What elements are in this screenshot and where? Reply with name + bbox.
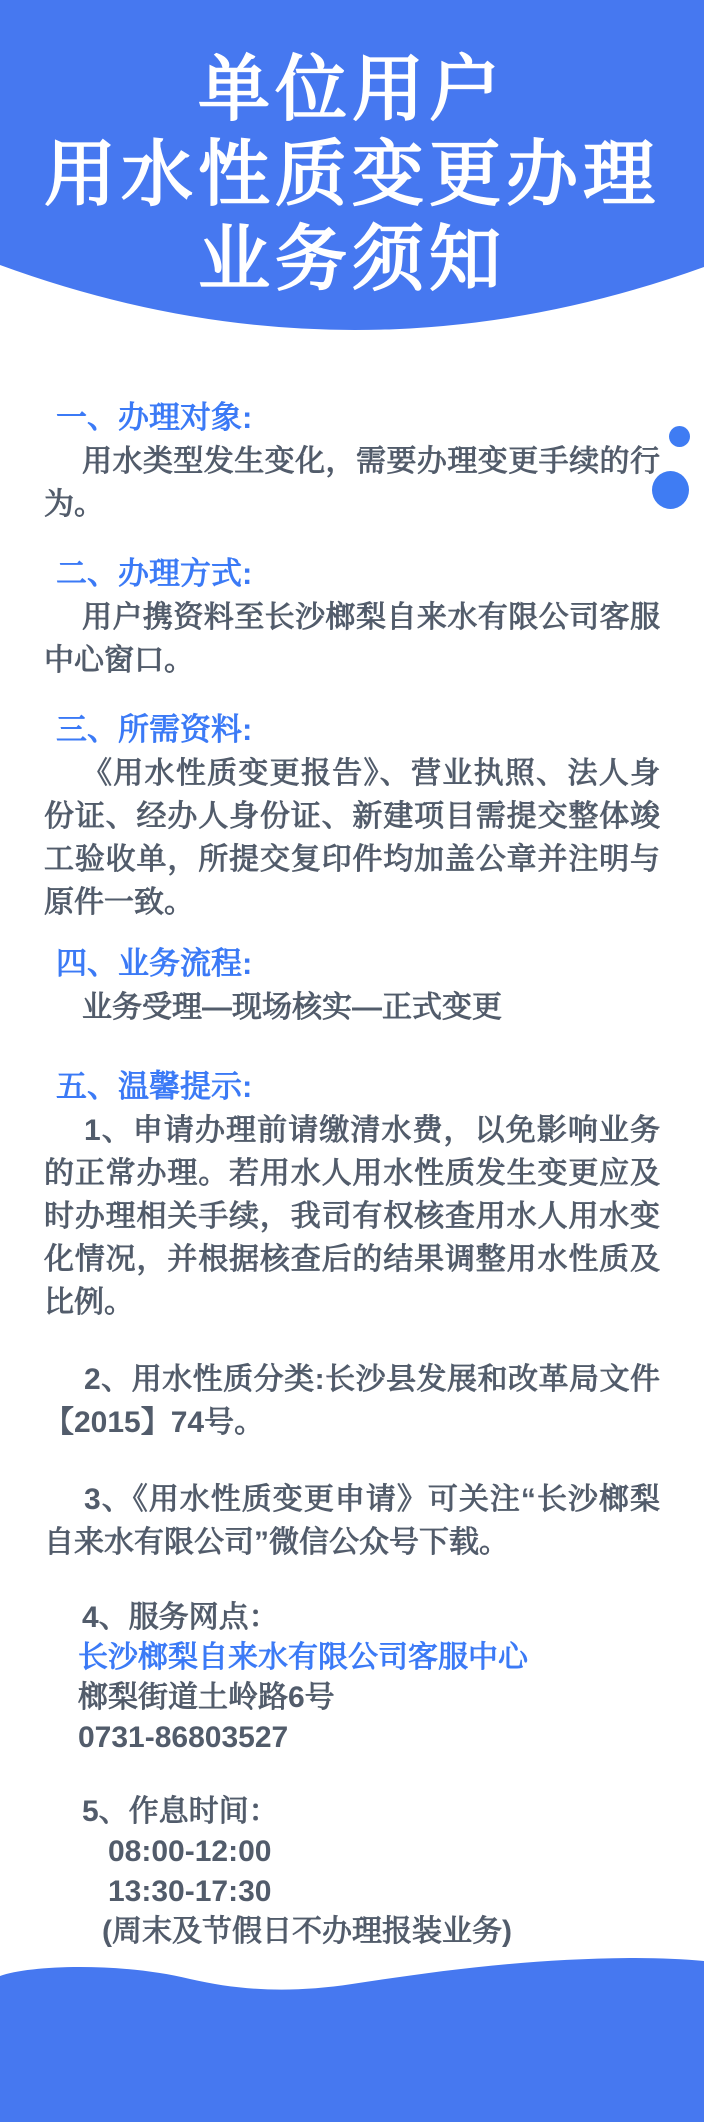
section-required-documents xyxy=(44,708,660,924)
section-body-3: 《用水性质变更报告》、营业执照、法人身份证、经办人身份证、新建项目需提交整体竣工验收单，所提交复印件均加盖公章并注明与原件一致。 xyxy=(44,757,660,919)
footer-wave xyxy=(0,1955,704,2122)
section-heading-5: 五、温馨提示: xyxy=(56,1069,253,1104)
service-point-block xyxy=(44,1598,660,1758)
decor-dot-small xyxy=(669,426,690,447)
title-line-1: 单位用户 xyxy=(197,50,506,130)
title-line-3: 业务须知 xyxy=(197,220,506,300)
section-handling-target xyxy=(44,396,660,526)
notice-content xyxy=(0,396,704,1952)
working-hours-block xyxy=(44,1792,660,1952)
section-body-4: 业务受理—现场核实—正式变更 xyxy=(82,991,502,1024)
service-phone: 0731-86803527 xyxy=(78,1721,289,1754)
section-heading-4: 四、业务流程: xyxy=(56,946,253,981)
section-heading-2: 二、办理方式: xyxy=(56,556,253,591)
page-title xyxy=(0,0,704,303)
section-handling-method xyxy=(44,552,660,682)
section-heading-3: 三、所需资料: xyxy=(56,712,253,747)
service-center-name: 长沙榔梨自来水有限公司客服中心 xyxy=(78,1641,528,1674)
service-point-label: 4、服务网点： xyxy=(82,1601,279,1634)
decor-dot-large xyxy=(652,471,689,509)
section-heading-1: 一、办理对象: xyxy=(56,400,253,435)
section-tips xyxy=(44,1065,660,1952)
section-body-1: 用水类型发生变化，需要办理变更手续的行为。 xyxy=(44,445,660,521)
service-address: 榔梨街道土岭路6号 xyxy=(78,1681,335,1714)
section-body-2: 用户携资料至长沙榔梨自来水有限公司客服中心窗口。 xyxy=(44,601,660,677)
working-hours-label: 5、作息时间： xyxy=(82,1795,279,1828)
section-business-process xyxy=(44,942,660,1029)
tip-paragraph-1: 1、申请办理前请缴清水费，以免影响业务的正常办理。若用水人用水性质发生变更应及时办理相关手续，我司有权核查用水人用水变化情况，并根据核查后的结果调整用水性质及比例。 xyxy=(44,1114,660,1319)
title-line-2: 用水性质变更办理 xyxy=(43,135,660,215)
footer-wave-shape xyxy=(0,1955,704,2122)
holiday-note: (周末及节假日不办理报装业务) xyxy=(102,1915,512,1948)
header-banner xyxy=(0,0,704,332)
afternoon-hours: 13:30-17:30 xyxy=(108,1875,272,1908)
morning-hours: 08:00-12:00 xyxy=(108,1835,272,1868)
tip-paragraph-2: 2、用水性质分类:长沙县发展和改革局文件【2015】74号。 xyxy=(44,1363,660,1439)
tip-paragraph-3: 3、《用水性质变更申请》可关注“长沙榔梨自来水有限公司”微信公众号下载。 xyxy=(44,1483,660,1559)
